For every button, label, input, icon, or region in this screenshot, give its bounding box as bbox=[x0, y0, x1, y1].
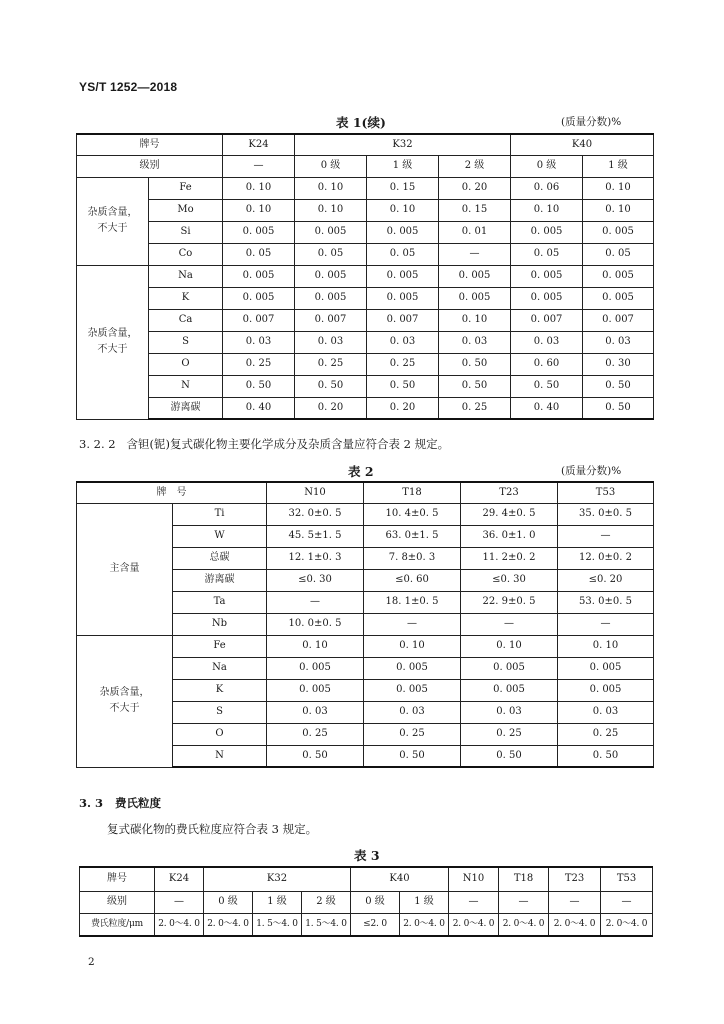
value-cell: 0. 03 bbox=[511, 331, 583, 353]
value-cell: 0. 03 bbox=[267, 701, 364, 723]
value-cell: 32. 0±0. 5 bbox=[267, 503, 364, 525]
value-cell: 0. 40 bbox=[511, 397, 583, 419]
table-row bbox=[77, 503, 654, 525]
table-row bbox=[77, 199, 654, 221]
value-cell: 0. 15 bbox=[439, 199, 511, 221]
value-cell: 0. 20 bbox=[439, 177, 511, 199]
value-cell: 63. 0±1. 5 bbox=[364, 525, 461, 547]
grade-label: 级别 bbox=[80, 891, 155, 913]
brand-k24: K24 bbox=[155, 867, 204, 891]
size-label: 费氏粒度/μm bbox=[80, 913, 155, 936]
table-2 bbox=[76, 481, 654, 768]
value-cell: 0. 25 bbox=[558, 723, 654, 745]
value-cell: 0. 25 bbox=[295, 353, 367, 375]
value-cell: 0. 007 bbox=[223, 309, 295, 331]
value-cell: 0. 10 bbox=[583, 199, 654, 221]
grade: 2 级 bbox=[302, 891, 351, 913]
brand-label: 牌号 bbox=[77, 134, 223, 155]
value-cell: 0. 10 bbox=[511, 199, 583, 221]
element-label: W bbox=[173, 525, 267, 547]
value-cell: 35. 0±0. 5 bbox=[558, 503, 654, 525]
section-number: 3. 2. 2 bbox=[79, 437, 116, 451]
value-cell: 0. 15 bbox=[367, 177, 439, 199]
element-label: Nb bbox=[173, 613, 267, 635]
size-value: 1. 5～4. 0 bbox=[302, 913, 351, 936]
value-cell: 0. 10 bbox=[267, 635, 364, 657]
table2-caption: 表 2 bbox=[348, 464, 374, 479]
value-cell: 0. 25 bbox=[223, 353, 295, 375]
grade: — bbox=[449, 891, 499, 913]
value-cell: 0. 10 bbox=[223, 177, 295, 199]
value-cell: 0. 03 bbox=[223, 331, 295, 353]
value-cell: 0. 007 bbox=[367, 309, 439, 331]
value-cell: 0. 03 bbox=[367, 331, 439, 353]
value-cell: 0. 50 bbox=[295, 375, 367, 397]
element-label: N bbox=[173, 745, 267, 767]
value-cell: 0. 10 bbox=[364, 635, 461, 657]
value-cell: — bbox=[558, 613, 654, 635]
value-cell: 0. 10 bbox=[461, 635, 558, 657]
brand-k40: K40 bbox=[351, 867, 449, 891]
value-cell: 0. 005 bbox=[583, 265, 654, 287]
value-cell: 0. 005 bbox=[511, 287, 583, 309]
table1-unit: (质量分数)% bbox=[561, 116, 622, 128]
brand-k24: K24 bbox=[223, 134, 295, 155]
value-cell: 0. 005 bbox=[295, 221, 367, 243]
value-cell: 0. 005 bbox=[461, 679, 558, 701]
grade: 2 级 bbox=[439, 155, 511, 177]
element-label: Na bbox=[173, 657, 267, 679]
element-label: Fe bbox=[173, 635, 267, 657]
section-text: 含钽(铌)复式碳化物主要化学成分及杂质含量应符合表 2 规定。 bbox=[126, 437, 450, 451]
value-cell: 0. 005 bbox=[367, 287, 439, 309]
brand-n10: N10 bbox=[449, 867, 499, 891]
grade: 1 级 bbox=[400, 891, 449, 913]
section-title: 费氏粒度 bbox=[115, 796, 162, 810]
value-cell: 0. 05 bbox=[511, 243, 583, 265]
brand-t18: T18 bbox=[499, 867, 549, 891]
value-cell: 0. 005 bbox=[295, 287, 367, 309]
value-cell: 0. 50 bbox=[367, 375, 439, 397]
table1-caption: 表 1(续) bbox=[336, 115, 386, 130]
value-cell: 22. 9±0. 5 bbox=[461, 591, 558, 613]
value-cell: ≤0. 30 bbox=[267, 569, 364, 591]
value-cell: 0. 50 bbox=[364, 745, 461, 767]
table-row bbox=[77, 243, 654, 265]
value-cell: 12. 1±0. 3 bbox=[267, 547, 364, 569]
size-value: 2. 0～4. 0 bbox=[499, 913, 549, 936]
size-value: ≤2. 0 bbox=[351, 913, 400, 936]
value-cell: 0. 05 bbox=[583, 243, 654, 265]
value-cell: 0. 10 bbox=[367, 199, 439, 221]
grade: — bbox=[601, 891, 653, 913]
value-cell: 0. 50 bbox=[439, 375, 511, 397]
value-cell: 0. 007 bbox=[295, 309, 367, 331]
value-cell: 0. 005 bbox=[364, 657, 461, 679]
section-3-2-2 bbox=[79, 436, 449, 452]
grade: 1 级 bbox=[253, 891, 302, 913]
element-label: Ti bbox=[173, 503, 267, 525]
element-label: Mo bbox=[149, 199, 223, 221]
value-cell: 0. 005 bbox=[558, 679, 654, 701]
row-group-label: 杂质含量， 不大于 bbox=[77, 265, 149, 419]
value-cell: 0. 005 bbox=[295, 265, 367, 287]
value-cell: 0. 06 bbox=[511, 177, 583, 199]
section-number: 3. 3 bbox=[79, 796, 104, 810]
element-label: Na bbox=[149, 265, 223, 287]
section-3-3-text: 复式碳化物的费氏粒度应符合表 3 规定。 bbox=[107, 822, 318, 836]
value-cell: 0. 03 bbox=[461, 701, 558, 723]
brand-n10: N10 bbox=[267, 482, 364, 503]
value-cell: 29. 4±0. 5 bbox=[461, 503, 558, 525]
value-cell: 10. 4±0. 5 bbox=[364, 503, 461, 525]
value-cell: 0. 01 bbox=[439, 221, 511, 243]
value-cell: 0. 03 bbox=[558, 701, 654, 723]
value-cell: 53. 0±0. 5 bbox=[558, 591, 654, 613]
table-row bbox=[77, 309, 654, 331]
value-cell: 0. 005 bbox=[367, 265, 439, 287]
table-row bbox=[77, 397, 654, 419]
element-label: K bbox=[173, 679, 267, 701]
grade: 0 级 bbox=[295, 155, 367, 177]
value-cell: 0. 005 bbox=[223, 287, 295, 309]
value-cell: 0. 25 bbox=[439, 397, 511, 419]
size-value: 2. 0～4. 0 bbox=[549, 913, 601, 936]
value-cell: 0. 30 bbox=[583, 353, 654, 375]
element-label: Fe bbox=[149, 177, 223, 199]
size-value: 2. 0～4. 0 bbox=[204, 913, 253, 936]
value-cell: 0. 007 bbox=[583, 309, 654, 331]
table3-caption: 表 3 bbox=[354, 848, 380, 863]
size-value: 1. 5～4. 0 bbox=[253, 913, 302, 936]
table-row bbox=[77, 331, 654, 353]
value-cell: 0. 10 bbox=[439, 309, 511, 331]
element-label: S bbox=[149, 331, 223, 353]
element-label: Co bbox=[149, 243, 223, 265]
table-row bbox=[77, 635, 654, 657]
section-3-3 bbox=[79, 795, 161, 811]
value-cell: 18. 1±0. 5 bbox=[364, 591, 461, 613]
value-cell: — bbox=[364, 613, 461, 635]
value-cell: 0. 50 bbox=[267, 745, 364, 767]
value-cell: 0. 25 bbox=[461, 723, 558, 745]
element-label: Ta bbox=[173, 591, 267, 613]
table-3 bbox=[79, 866, 653, 937]
element-label: 游离碳 bbox=[173, 569, 267, 591]
brand-k40: K40 bbox=[511, 134, 654, 155]
value-cell: 0. 005 bbox=[439, 287, 511, 309]
value-cell: 0. 10 bbox=[295, 199, 367, 221]
element-label: Ca bbox=[149, 309, 223, 331]
row-group-label: 主含量 bbox=[77, 503, 173, 635]
value-cell: 7. 8±0. 3 bbox=[364, 547, 461, 569]
value-cell: 0. 25 bbox=[267, 723, 364, 745]
grade: — bbox=[155, 891, 204, 913]
value-cell: 0. 50 bbox=[223, 375, 295, 397]
value-cell: 0. 005 bbox=[511, 221, 583, 243]
value-cell: ≤0. 20 bbox=[558, 569, 654, 591]
table-row bbox=[77, 375, 654, 397]
value-cell: 0. 50 bbox=[558, 745, 654, 767]
value-cell: — bbox=[558, 525, 654, 547]
value-cell: — bbox=[461, 613, 558, 635]
size-value: 2. 0～4. 0 bbox=[449, 913, 499, 936]
row-group-label: 杂质含量， 不大于 bbox=[77, 177, 149, 265]
grade: 0 级 bbox=[351, 891, 400, 913]
grade: — bbox=[499, 891, 549, 913]
value-cell: — bbox=[439, 243, 511, 265]
value-cell: 0. 005 bbox=[511, 265, 583, 287]
value-cell: 0. 40 bbox=[223, 397, 295, 419]
value-cell: 0. 005 bbox=[461, 657, 558, 679]
value-cell: 0. 005 bbox=[583, 221, 654, 243]
element-label: S bbox=[173, 701, 267, 723]
size-value: 2. 0～4. 0 bbox=[155, 913, 204, 936]
value-cell: 0. 25 bbox=[367, 353, 439, 375]
value-cell: 0. 50 bbox=[461, 745, 558, 767]
element-label: 总碳 bbox=[173, 547, 267, 569]
value-cell: 0. 005 bbox=[439, 265, 511, 287]
brand-t18: T18 bbox=[364, 482, 461, 503]
value-cell: 0. 005 bbox=[223, 265, 295, 287]
value-cell: ≤0. 30 bbox=[461, 569, 558, 591]
grade: 0 级 bbox=[204, 891, 253, 913]
value-cell: 0. 03 bbox=[364, 701, 461, 723]
element-label: Si bbox=[149, 221, 223, 243]
element-label: N bbox=[149, 375, 223, 397]
value-cell: 0. 10 bbox=[295, 177, 367, 199]
table-row bbox=[77, 221, 654, 243]
size-value: 2. 0～4. 0 bbox=[400, 913, 449, 936]
size-value: 2. 0～4. 0 bbox=[601, 913, 653, 936]
grade-label: 级别 bbox=[77, 155, 223, 177]
grade: 1 级 bbox=[583, 155, 654, 177]
value-cell: 0. 05 bbox=[223, 243, 295, 265]
table-1 bbox=[76, 133, 654, 420]
brand-t53: T53 bbox=[601, 867, 653, 891]
value-cell: ≤0. 60 bbox=[364, 569, 461, 591]
value-cell: 36. 0±1. 0 bbox=[461, 525, 558, 547]
standard-code: YS/T 1252—2018 bbox=[79, 80, 178, 94]
brand-label: 牌 号 bbox=[77, 482, 267, 503]
value-cell: 0. 005 bbox=[267, 657, 364, 679]
value-cell: 45. 5±1. 5 bbox=[267, 525, 364, 547]
page-number: 2 bbox=[88, 956, 95, 968]
value-cell: 0. 005 bbox=[558, 657, 654, 679]
value-cell: 11. 2±0. 2 bbox=[461, 547, 558, 569]
value-cell: 0. 005 bbox=[583, 287, 654, 309]
brand-label: 牌号 bbox=[80, 867, 155, 891]
value-cell: 0. 005 bbox=[367, 221, 439, 243]
value-cell: 0. 50 bbox=[583, 375, 654, 397]
value-cell: 0. 25 bbox=[364, 723, 461, 745]
value-cell: 0. 05 bbox=[367, 243, 439, 265]
element-label: O bbox=[149, 353, 223, 375]
value-cell: 0. 10 bbox=[223, 199, 295, 221]
grade: 0 级 bbox=[511, 155, 583, 177]
brand-t23: T23 bbox=[461, 482, 558, 503]
value-cell: 0. 50 bbox=[583, 397, 654, 419]
table-row bbox=[77, 265, 654, 287]
value-cell: 0. 03 bbox=[439, 331, 511, 353]
value-cell: 12. 0±0. 2 bbox=[558, 547, 654, 569]
value-cell: 0. 20 bbox=[295, 397, 367, 419]
table-row bbox=[77, 177, 654, 199]
value-cell: 0. 20 bbox=[367, 397, 439, 419]
brand-k32: K32 bbox=[204, 867, 351, 891]
table-row bbox=[77, 353, 654, 375]
brand-t53: T53 bbox=[558, 482, 654, 503]
value-cell: — bbox=[267, 591, 364, 613]
value-cell: 0. 005 bbox=[267, 679, 364, 701]
element-label: O bbox=[173, 723, 267, 745]
value-cell: 0. 10 bbox=[558, 635, 654, 657]
value-cell: 10. 0±0. 5 bbox=[267, 613, 364, 635]
grade: — bbox=[549, 891, 601, 913]
value-cell: 0. 60 bbox=[511, 353, 583, 375]
element-label: K bbox=[149, 287, 223, 309]
table-row bbox=[77, 287, 654, 309]
value-cell: 0. 50 bbox=[511, 375, 583, 397]
value-cell: 0. 50 bbox=[439, 353, 511, 375]
value-cell: 0. 03 bbox=[583, 331, 654, 353]
element-label: 游离碳 bbox=[149, 397, 223, 419]
value-cell: 0. 007 bbox=[511, 309, 583, 331]
brand-k32: K32 bbox=[295, 134, 511, 155]
brand-t23: T23 bbox=[549, 867, 601, 891]
value-cell: 0. 10 bbox=[583, 177, 654, 199]
table2-unit: (质量分数)% bbox=[561, 465, 622, 477]
value-cell: 0. 05 bbox=[295, 243, 367, 265]
grade: — bbox=[223, 155, 295, 177]
value-cell: 0. 005 bbox=[364, 679, 461, 701]
row-group-label: 杂质含量， 不大于 bbox=[77, 635, 173, 767]
value-cell: 0. 03 bbox=[295, 331, 367, 353]
grade: 1 级 bbox=[367, 155, 439, 177]
value-cell: 0. 005 bbox=[223, 221, 295, 243]
